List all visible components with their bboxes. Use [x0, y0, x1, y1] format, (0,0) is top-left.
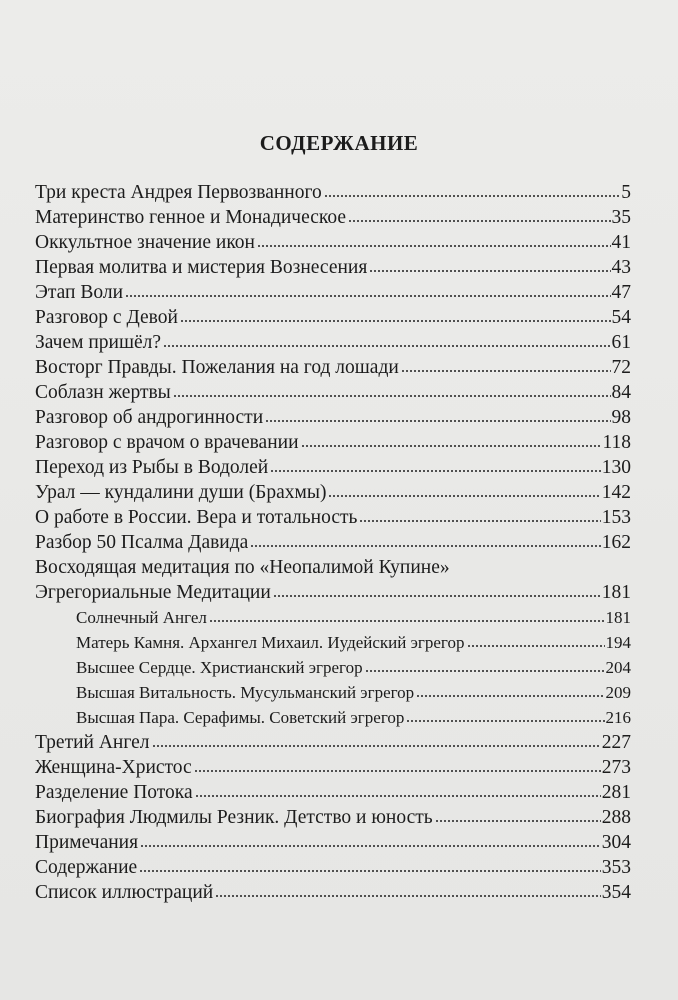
toc-page-number: 304 [601, 832, 631, 853]
toc-page-number: 194 [605, 633, 631, 652]
dot-leader [180, 319, 611, 323]
toc-entry-title: Высшая Пара. Серафимы. Советский эгрегор [76, 708, 405, 727]
toc-entry-title: Высшее Сердце. Христианский эгрегор [76, 658, 363, 677]
toc-entry [35, 205, 631, 230]
toc-entry [35, 480, 631, 505]
toc-entry-title: Биография Людмилы Резник. Детство и юность [35, 807, 433, 828]
toc-page-number: 353 [601, 857, 631, 878]
dot-leader [301, 444, 602, 448]
toc-entry-title: Содержание [35, 857, 138, 878]
toc-entry [35, 255, 631, 280]
dot-leader [173, 394, 611, 398]
toc-entry-title: Соблазн жертвы [35, 382, 171, 403]
dot-leader [215, 894, 601, 898]
toc-entry-title: Разговор с врачом о врачевании [35, 432, 299, 453]
toc-entry [35, 380, 631, 405]
toc-page-number: 41 [611, 232, 631, 253]
toc-entry [35, 505, 631, 530]
toc-page-number: 354 [601, 882, 631, 903]
toc-entry-title: Переход из Рыбы в Водолей [35, 457, 269, 478]
dot-leader [416, 694, 604, 698]
toc-entry-title: Высшая Витальность. Мусульманский эгрегор [76, 683, 415, 702]
dot-leader [369, 269, 610, 273]
toc-subentry [35, 680, 631, 705]
toc-page-number: 72 [611, 357, 631, 378]
toc-entry-title: Первая молитва и мистерия Вознесения [35, 257, 368, 278]
toc-entry [35, 280, 631, 305]
toc-entry [35, 555, 631, 580]
dot-leader [365, 669, 605, 673]
toc-page-number: 204 [605, 658, 631, 677]
toc-entry-title: Матерь Камня. Архангел Михаил. Иудейский эгрегор [76, 633, 465, 652]
dot-leader [467, 644, 605, 648]
toc-subentry [35, 705, 631, 730]
toc-entry-title: Этап Воли [35, 282, 124, 303]
dot-leader [140, 844, 601, 848]
toc-entry [35, 880, 631, 905]
dot-leader [328, 494, 600, 498]
toc-page-number: 35 [611, 207, 631, 228]
toc-page-number: 84 [611, 382, 631, 403]
toc-page-number: 118 [602, 432, 631, 453]
toc-page-number: 216 [605, 708, 631, 727]
toc-entry [35, 455, 631, 480]
toc-entry-title: Список иллюстраций [35, 882, 214, 903]
page-title: СОДЕРЖАНИЕ [259, 131, 419, 155]
toc-page-number: 130 [601, 457, 631, 478]
dot-leader [273, 594, 601, 598]
toc-page-number: 61 [611, 332, 631, 353]
toc-page-number: 181 [601, 582, 631, 603]
toc-entry-title: Три креста Андрея Первозванного [35, 182, 322, 203]
toc-page-number: 273 [601, 757, 631, 778]
toc-page-number: 5 [621, 182, 631, 203]
toc-page-number: 181 [605, 608, 631, 627]
toc-page-number: 281 [601, 782, 631, 803]
toc-entry [35, 530, 631, 555]
toc-entry [35, 330, 631, 355]
toc-entry [35, 305, 631, 330]
dot-leader [250, 544, 600, 548]
toc-entry-title: Третий Ангел [35, 732, 150, 753]
toc-entry-title: Разговор с Девой [35, 307, 178, 328]
toc-entry-title: Разбор 50 Псалма Давида [35, 532, 249, 553]
toc-entry-title: Восторг Правды. Пожелания на год лошади [35, 357, 399, 378]
toc-entry [35, 855, 631, 880]
toc-page-number: 162 [601, 532, 631, 553]
dot-leader [359, 519, 600, 523]
toc-entry-title: Разговор об андрогинности [35, 407, 264, 428]
toc-subentry [35, 605, 631, 630]
dot-leader [270, 469, 601, 473]
toc-entry-title: Эгрегориальные Медитации [35, 582, 271, 603]
toc-subentry [35, 655, 631, 680]
dot-leader [401, 369, 611, 373]
toc-entry-title: Женщина-Христос [35, 757, 192, 778]
toc-page-number: 142 [601, 482, 631, 503]
toc-entry-title: Солнечный Ангел [76, 608, 207, 627]
toc-entry [35, 805, 631, 830]
dot-leader [152, 744, 601, 748]
toc-subentry [35, 630, 631, 655]
toc-page-number: 98 [611, 407, 631, 428]
dot-leader [163, 344, 611, 348]
toc-page-number: 153 [601, 507, 631, 528]
toc-entry-title: Урал — кундалини души (Брахмы) [35, 482, 327, 503]
toc-entry-title: Оккультное значение икон [35, 232, 255, 253]
toc-entry [35, 730, 631, 755]
toc-entry [35, 405, 631, 430]
toc-page-number: 209 [605, 683, 631, 702]
toc-entry-title: Зачем пришёл? [35, 332, 161, 353]
toc-entry [35, 755, 631, 780]
dot-leader [406, 719, 604, 723]
dot-leader [348, 219, 610, 223]
toc-entry-title: Разделение Потока [35, 782, 193, 803]
dot-leader [139, 869, 601, 873]
toc-entry [35, 180, 631, 205]
toc-entry [35, 580, 631, 605]
dot-leader [195, 794, 601, 798]
toc-page-number: 54 [611, 307, 631, 328]
dot-leader [125, 294, 610, 298]
toc-entry [35, 230, 631, 255]
toc-page-number: 47 [611, 282, 631, 303]
toc-page-number: 227 [601, 732, 631, 753]
toc-entry-title: Восходящая медитация по «Неопалимой Купине» [35, 557, 450, 578]
dot-leader [435, 819, 601, 823]
dot-leader [324, 194, 621, 198]
toc-entry [35, 780, 631, 805]
toc-entry [35, 355, 631, 380]
dot-leader [194, 769, 601, 773]
toc-entry [35, 430, 631, 455]
toc-page-number: 288 [601, 807, 631, 828]
dot-leader [265, 419, 610, 423]
toc-entry-title: О работе в России. Вера и тотальность [35, 507, 358, 528]
toc-entry-title: Примечания [35, 832, 139, 853]
toc-page-number: 43 [611, 257, 631, 278]
dot-leader [209, 619, 605, 623]
table-of-contents [35, 180, 631, 905]
dot-leader [257, 244, 611, 248]
toc-entry [35, 830, 631, 855]
toc-entry-title: Материнство генное и Монадическое [35, 207, 347, 228]
